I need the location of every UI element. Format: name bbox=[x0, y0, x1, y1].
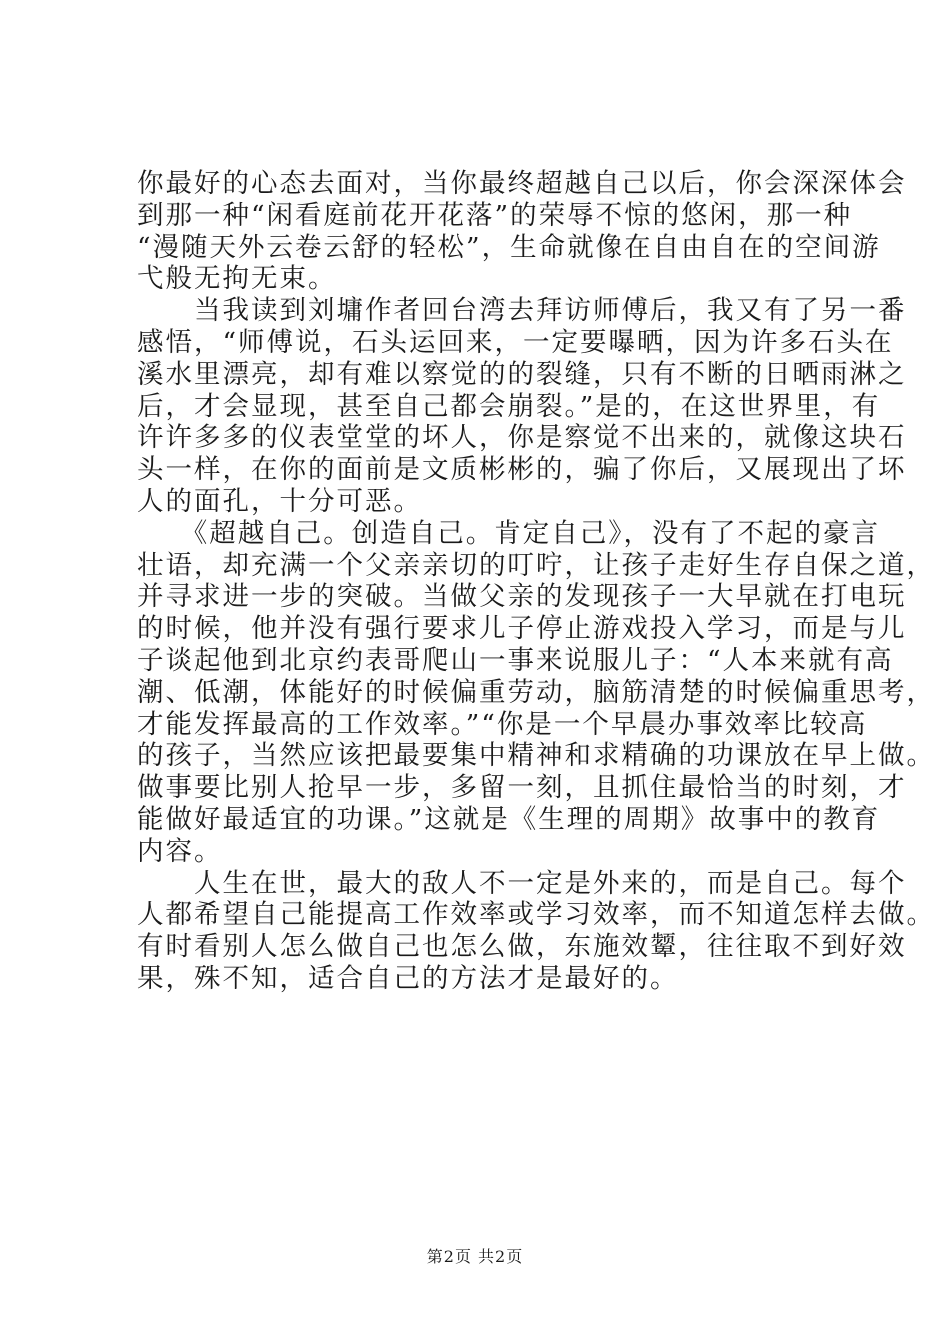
text-line: 感悟，“师傅说，石头运回来，一定要曝晒，因为许多石头在 bbox=[137, 326, 894, 358]
text-line: 壮语，却充满一个父亲亲切的叮咛，让孩子走好生存自保之道， bbox=[137, 549, 935, 581]
text-line: 的时候，他并没有强行要求儿子停止游戏投入学习，而是与儿 bbox=[137, 613, 907, 645]
text-line: 果，殊不知，适合自己的方法才是最好的。 bbox=[137, 962, 679, 994]
text-line: 人生在世，最大的敌人不一定是外来的，而是自己。每个 bbox=[137, 867, 907, 899]
text-line: 人的面孔，十分可恶。 bbox=[137, 485, 422, 517]
document-body bbox=[137, 168, 935, 995]
page-number: 第2页 共2页 bbox=[426, 1247, 524, 1266]
text-line: 后，才会显现，甚至自己都会崩裂。”是的，在这世界里，有 bbox=[137, 390, 881, 422]
text-line: 潮、低潮，体能好的时候偏重劳动，脑筋清楚的时候偏重思考， bbox=[137, 676, 935, 708]
text-line: 当我读到刘墉作者回台湾去拜访师傅后，我又有了另一番 bbox=[137, 295, 907, 327]
text-line: 才能发挥最高的工作效率。”“你是一个早晨办事效率比较高 bbox=[137, 708, 868, 740]
text-line: 人都希望自己能提高工作效率或学习效率，而不知道怎样去做。 bbox=[137, 899, 935, 931]
text-line: 许许多多的仪表堂堂的坏人，你是察觉不出来的，就像这块石 bbox=[137, 422, 907, 454]
text-line: 做事要比别人抢早一步，多留一刻，且抓住最恰当的时刻，才 bbox=[137, 772, 907, 804]
text-line: 溪水里漂亮，却有难以察觉的的裂缝，只有不断的日晒雨淋之 bbox=[137, 358, 907, 390]
text-line: 有时看别人怎么做自己也怎么做，东施效颦，往往取不到好效 bbox=[137, 931, 907, 963]
paragraph-3 bbox=[137, 517, 935, 868]
paragraph-2 bbox=[137, 295, 907, 518]
paragraph-1 bbox=[137, 168, 907, 295]
text-line: 子谈起他到北京约表哥爬山一事来说服儿子：“人本来就有高 bbox=[137, 644, 894, 676]
text-line: 《超越自己。创造自己。肯定自己》，没有了不起的豪言 bbox=[137, 517, 880, 549]
page-footer bbox=[0, 1244, 950, 1267]
text-line: 头一样，在你的面前是文质彬彬的，骗了你后，又展现出了坏 bbox=[137, 454, 907, 486]
text-line: 你最好的心态去面对，当你最终超越自己以后，你会深深体会 bbox=[137, 168, 907, 199]
text-line: 并寻求进一步的突破。当做父亲的发现孩子一大早就在打电玩 bbox=[137, 581, 907, 613]
text-line: 内容。 bbox=[137, 835, 223, 867]
text-line: 的孩子，当然应该把最要集中精神和求精确的功课放在早上做。 bbox=[137, 740, 935, 772]
paragraph-4 bbox=[137, 867, 935, 995]
text-line: 能做好最适宜的功课。”这就是《生理的周期》故事中的教育 bbox=[137, 803, 881, 835]
text-line: “漫随天外云卷云舒的轻松”，生命就像在自由自在的空间游 bbox=[137, 231, 881, 263]
text-line: 弋般无拘无束。 bbox=[137, 263, 337, 295]
text-line: 到那一种“闲看庭前花开花落”的荣辱不惊的悠闲，那一种 bbox=[137, 199, 853, 231]
